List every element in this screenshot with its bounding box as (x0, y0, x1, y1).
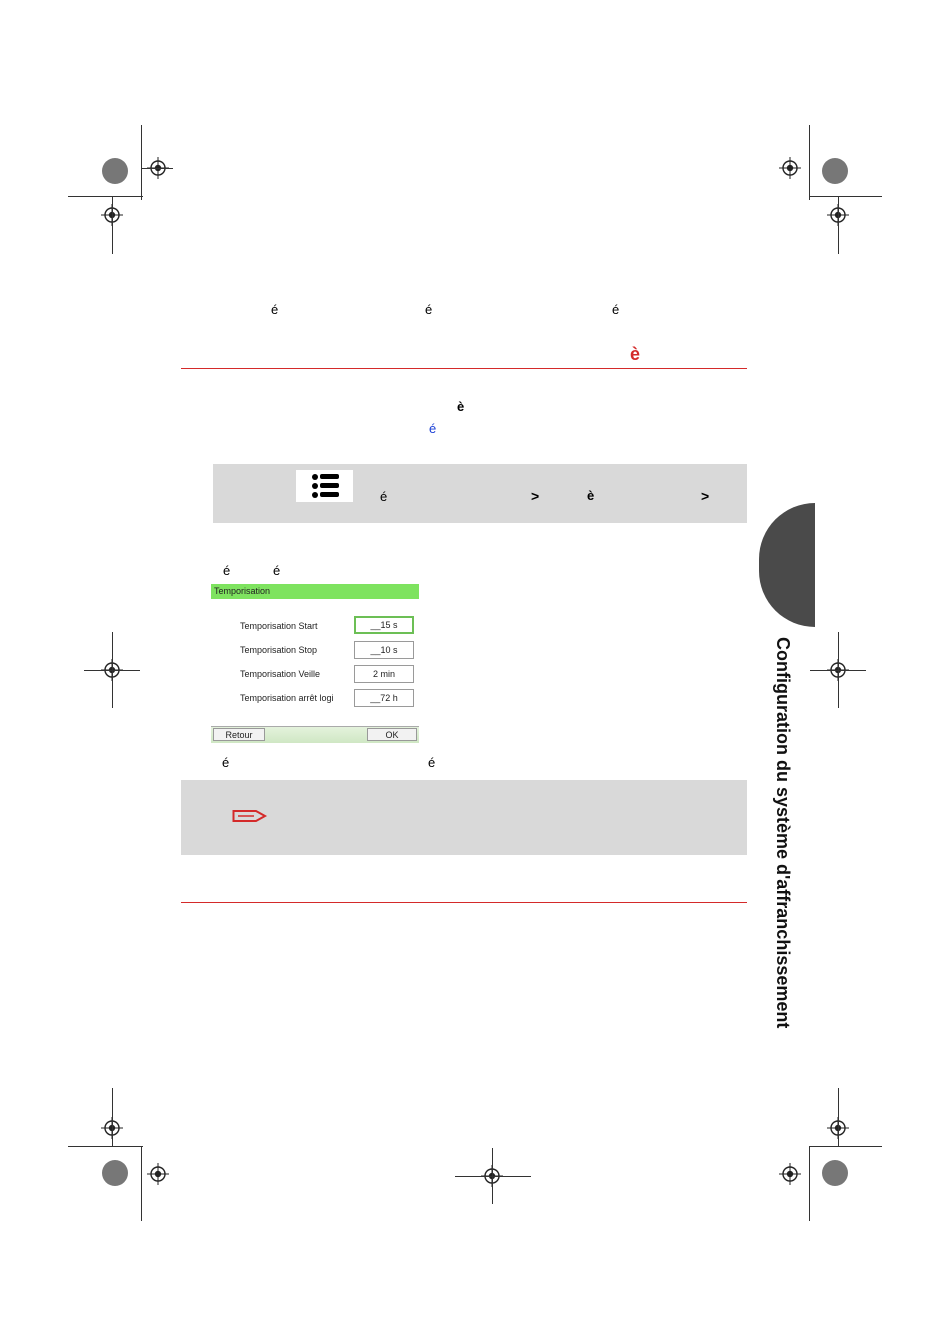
start-delay-field[interactable]: __15 s (354, 616, 414, 634)
chapter-tab (759, 503, 815, 627)
menu-path-box (213, 464, 747, 523)
accent-glyph: é (271, 302, 279, 317)
body-accent-glyph: è (457, 399, 465, 414)
temporisation-screen (211, 584, 419, 742)
back-button[interactable]: Retour (213, 728, 265, 741)
shutdown-delay-field[interactable]: __72 h (354, 689, 414, 707)
breadcrumb-separator: > (701, 488, 710, 504)
section-rule-bottom (181, 902, 747, 903)
screen-footer (211, 726, 419, 743)
accent-glyph: é (612, 302, 620, 317)
breadcrumb-item: é (380, 489, 388, 504)
row-label-start: Temporisation Start (240, 621, 318, 631)
link-accent-glyph[interactable]: é (429, 421, 437, 436)
ok-button[interactable]: OK (367, 728, 417, 741)
row-label-stop: Temporisation Stop (240, 645, 318, 655)
note-pencil-icon (232, 808, 268, 824)
caption-glyph: é (428, 755, 436, 770)
section-title-accent: è (630, 344, 641, 364)
breadcrumb-item: è (587, 488, 595, 503)
registration-mark-icon (147, 1163, 169, 1185)
breadcrumb-separator: > (531, 488, 540, 504)
registration-mark-icon (779, 157, 801, 179)
registration-mark-icon (779, 1163, 801, 1185)
chapter-side-title: Configuration du système d'affranchissement (773, 637, 793, 1029)
sleep-delay-field[interactable]: 2 min (354, 665, 414, 683)
stop-delay-field[interactable]: __10 s (354, 641, 414, 659)
screen-title: Temporisation (211, 584, 419, 599)
caption-glyph: é (273, 563, 281, 578)
caption-glyph: é (223, 563, 231, 578)
section-rule-top (181, 368, 747, 369)
row-label-shutdown: Temporisation arrêt logi (240, 693, 334, 703)
caption-glyph: é (222, 755, 230, 770)
row-label-sleep: Temporisation Veille (240, 669, 321, 679)
menu-list-icon[interactable] (296, 470, 353, 502)
accent-glyph: é (425, 302, 433, 317)
